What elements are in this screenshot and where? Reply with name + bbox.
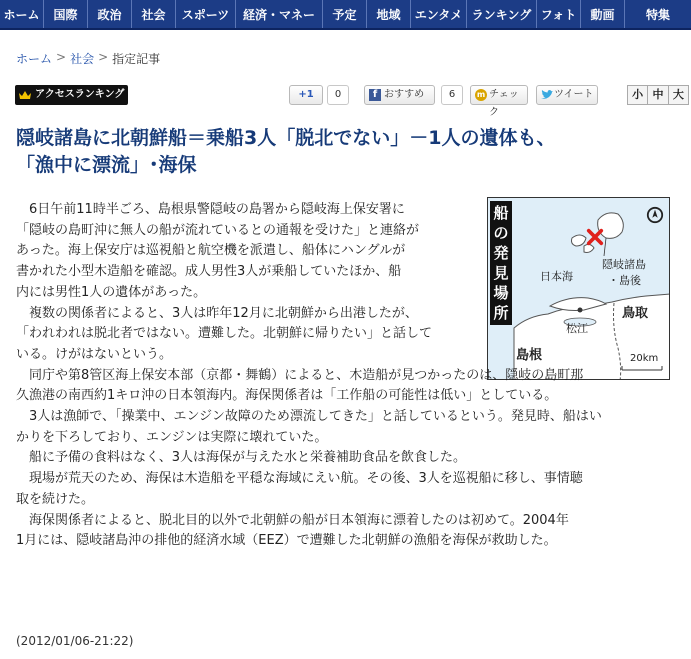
google-plus-one-count: 0: [327, 85, 349, 105]
breadcrumb-home-link[interactable]: ホーム: [16, 52, 53, 66]
article-line: 3人は漁師で、「操業中、エンジン故障のため漂流してきた」と話しているという。発見時、船はい: [16, 409, 602, 424]
mixi-icon: m: [476, 90, 486, 99]
found-location-marker-icon: [586, 228, 604, 246]
article-line: 海保関係者によると、脱北目的以外で北朝鮮の船が日本領海に漂着したのは初めて。2004年: [16, 512, 569, 528]
nav-item-sports[interactable]: スポーツ: [176, 0, 236, 28]
tweet-label: ツイート: [554, 89, 594, 100]
font-size-switcher: [627, 85, 689, 105]
article-headline: [16, 125, 686, 179]
breadcrumb-separator: >: [56, 50, 67, 64]
article-line: 内には男性1人の遺体があった。: [16, 284, 207, 300]
mixi-check-label: チェック: [489, 89, 519, 118]
article-line: あった。海上保安庁は巡視船と航空機を派遣し、船体にハングルが: [16, 243, 406, 259]
nav-item-economy[interactable]: 経済・マネー: [236, 0, 323, 28]
nav-item-entertainment[interactable]: エンタメ: [411, 0, 467, 28]
nav-item-home[interactable]: ホーム: [0, 0, 44, 28]
twitter-bird-icon: [541, 90, 553, 100]
map-label-dogo: ・島後: [608, 274, 641, 287]
article-headline-line-1: 隠岐諸島に北朝鮮船＝乗船3人「脱北でない」－1人の遺体も、: [16, 127, 556, 149]
nav-item-feature[interactable]: 特集: [645, 8, 670, 22]
font-size-small-button[interactable]: 小: [628, 86, 648, 104]
article-headline-line-2: 「漁中に漂流」･海保: [16, 154, 197, 176]
article-line: 同庁や第8管区海上保安本部（京都・舞鶴）によると、木造船が見つかったのは、隠岐の島町那: [16, 367, 584, 383]
breadcrumb-category-link[interactable]: 社会: [70, 52, 95, 66]
nav-item-photo[interactable]: フォト: [537, 0, 581, 28]
nav-item-video[interactable]: 動画: [581, 0, 625, 28]
article-line: かりを下ろしており、エンジンは実際に壊れていた。: [16, 429, 328, 445]
article-line: 1月には、隠岐諸島沖の排他的経済水域（EEZ）で遭難した北朝鮮の漁船を海保が救助した。: [16, 533, 557, 549]
location-map: [487, 197, 670, 380]
global-nav: [0, 0, 691, 30]
article-line: 久漁港の南西約1キロ沖の日本領海内。海保関係者は「工作船の可能性は低い」としている。: [16, 388, 558, 404]
article-line: 書かれた小型木造船を確認。成人男性3人が乗船していたほか、船: [16, 264, 402, 280]
access-ranking-button[interactable]: [15, 85, 128, 105]
nav-item-region[interactable]: 地域: [367, 0, 411, 28]
font-size-medium-button[interactable]: 中: [648, 86, 668, 104]
mixi-check-button[interactable]: [470, 85, 528, 118]
nav-item-ranking[interactable]: ランキング: [467, 0, 537, 28]
facebook-icon: f: [369, 89, 381, 101]
article-line: 複数の関係者によると、3人は昨年12月に北朝鮮から出港したが、: [16, 305, 418, 321]
article-line: 6日午前11時半ごろ、島根県警隠岐の島署から隠岐海上保安署に: [16, 202, 405, 217]
nav-item-society[interactable]: 社会: [132, 0, 176, 28]
article-dateline: (2012/01/06-21:22): [16, 634, 134, 648]
font-size-large-button[interactable]: 大: [669, 86, 688, 104]
map-label-matsue: 松江: [566, 322, 588, 335]
nav-item-politics[interactable]: 政治: [88, 0, 132, 28]
crown-icon: [19, 90, 31, 100]
article-line: いる。けがはないという。: [16, 346, 173, 362]
nav-item-international[interactable]: 国際: [44, 0, 88, 28]
breadcrumb-current: 指定記事: [112, 52, 161, 66]
article-line: 「われわれは脱北者ではない。遭難した。北朝鮮に帰りたい」と話して: [16, 326, 433, 342]
north-arrow-icon: [646, 206, 664, 224]
facebook-recommend-label: おすすめ: [384, 89, 425, 100]
map-label-shimane: 島根: [516, 348, 543, 363]
google-plus-one-button[interactable]: +1: [289, 85, 323, 105]
breadcrumb-separator: >: [98, 50, 109, 64]
map-label-sea: 日本海: [540, 270, 573, 283]
tweet-button[interactable]: [536, 85, 598, 105]
map-label-oki: 隠岐諸島: [602, 258, 646, 271]
map-scale-label: 20km: [630, 353, 659, 364]
nav-item-schedule[interactable]: 予定: [323, 0, 367, 28]
map-label-tottori: 鳥取: [622, 306, 649, 321]
access-ranking-label: アクセスランキング: [35, 89, 125, 100]
map-title: 船の発見場所: [490, 201, 512, 325]
article-line: 船に予備の食料はなく、3人は海保が与えた水と栄養補助食品を飲食した。: [16, 450, 467, 466]
breadcrumb: [16, 50, 160, 67]
facebook-recommend-count: 6: [441, 85, 463, 105]
article-line: 取を続けた。: [16, 491, 95, 507]
facebook-recommend-button[interactable]: [364, 85, 435, 105]
article-line: 「隠岐の島町沖に無人の船が流れているとの通報を受けた」と連絡が: [16, 222, 420, 238]
article-line: 現場が荒天のため、海保は木造船を平穏な海域にえい航。その後、3人を巡視船に移し、事情聴: [16, 471, 583, 487]
